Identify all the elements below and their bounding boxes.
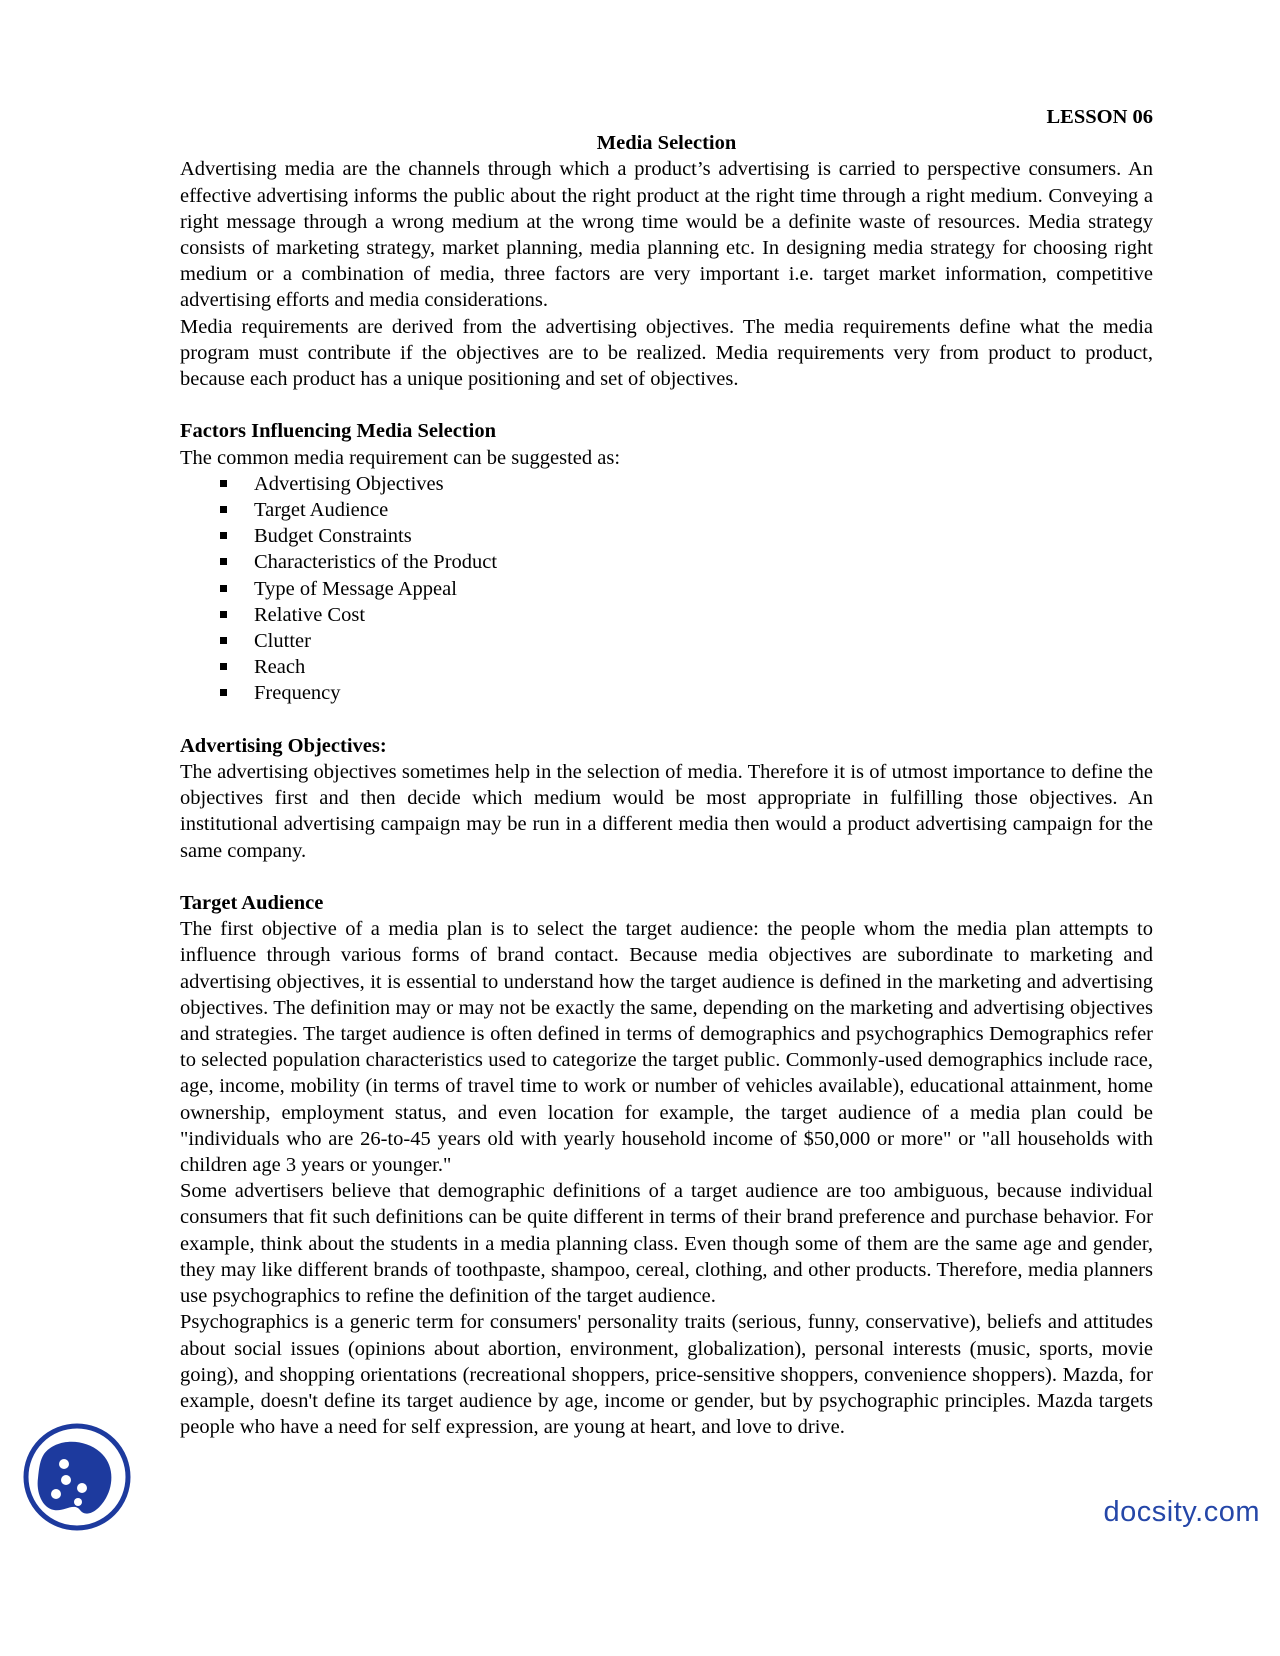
bullet-icon: [220, 689, 227, 696]
factors-lead: The common media requirement can be suggested as:: [180, 446, 621, 469]
bullet-icon: [220, 585, 227, 592]
intro-paragraph-2: Media requirements are derived from the advertising objectives. The media requirements define what the media program must contribute if the objectives are to be realized. Media requirements very from product to product, because each product has a unique positioning and set of objectives.: [180, 315, 1153, 391]
list-item: Reach: [220, 654, 1153, 680]
bullet-icon: [220, 532, 227, 539]
audience-paragraph-3: Psychographics is a generic term for consumers' personality traits (serious, funny, conservative), beliefs and attitudes about social issues (opinions about abortion, environment, globalization), personal interests (music, sports, movie going), and shopping orientations (recreational shoppers, price-sensitive shoppers, convenience shoppers). Mazda, for example, doesn't define its target audience by age, income or gender, but by psychographic principles. Mazda targets people who have a need for self expression, are young at heart, and love to drive.: [180, 1311, 1153, 1439]
list-item: Target Audience: [220, 497, 1153, 523]
objectives-paragraph: The advertising objectives sometimes help in the selection of media. Therefore it is of utmost importance to define the objectives first and then decide which medium would be most appropriate in fulfilling those objectives. An institutional advertising campaign may be run in a different media then would a product advertising campaign for the same company.: [180, 761, 1153, 862]
list-item: Advertising Objectives: [220, 471, 1153, 497]
document-page: [180, 104, 1153, 1440]
list-item: Clutter: [220, 628, 1153, 654]
bullet-icon: [220, 480, 227, 487]
objectives-heading: Advertising Objectives:: [180, 734, 387, 757]
list-item: Budget Constraints: [220, 523, 1153, 549]
bullet-icon: [220, 506, 227, 513]
bullet-icon: [220, 558, 227, 565]
bullet-icon: [220, 637, 227, 644]
audience-paragraph-1: The first objective of a media plan is to select the target audience: the people whom the media plan attempts to influence through various forms of brand contact. Because media objectives are subordinate to marketing and advertising objectives, it is essential to understand how the target audience is defined in the marketing and advertising objectives. The definition may or may not be exactly the same, depending on the marketing and advertising objectives and strategies. The target audience is often defined in terms of demographics and psychographics Demographics refer to selected population characteristics used to categorize the target public. Commonly-used demographics include race, age, income, mobility (in terms of travel time to work or number of vehicles available), educational attainment, home ownership, employment status, and even location for example, the target audience of a media plan could be "individuals who are 26-to-45 years old with yearly household income of $50,000 or more" or "all households with children age 3 years or younger.": [180, 918, 1153, 1177]
docsity-brand-link[interactable]: docsity.com: [1103, 1496, 1260, 1528]
list-item: Type of Message Appeal: [220, 576, 1153, 602]
bullet-icon: [220, 663, 227, 670]
factors-list: [180, 471, 1153, 707]
intro-paragraph-1: Advertising media are the channels through which a product’s advertising is carried to perspective consumers. An effective advertising informs the public about the right product at the right time through a right medium. Conveying a right message through a wrong medium at the wrong time would be a definite waste of resources. Media strategy consists of marketing strategy, market planning, media planning etc. In designing media strategy for choosing right medium or a combination of media, three factors are very important i.e. target market information, competitive advertising efforts and media considerations.: [180, 158, 1153, 312]
audience-heading: Target Audience: [180, 892, 324, 915]
list-item: Frequency: [220, 680, 1153, 706]
list-item: Characteristics of the Product: [220, 549, 1153, 575]
docsity-logo-icon[interactable]: [22, 1422, 132, 1532]
audience-paragraph-2: Some advertisers believe that demographic definitions of a target audience are too ambiguous, because individual consumers that fit such definitions can be quite different in terms of their brand preference and purchase behavior. For example, think about the students in a media planning class. Even though some of them are the same age and gender, they may like different brands of toothpaste, shampoo, cereal, clothing, and other products. Therefore, media planners use psychographics to refine the definition of the target audience.: [180, 1180, 1153, 1308]
list-item: Relative Cost: [220, 602, 1153, 628]
lesson-number: LESSON 06: [1046, 106, 1153, 128]
bullet-icon: [220, 611, 227, 618]
factors-heading: Factors Influencing Media Selection: [180, 420, 497, 443]
page-title: Media Selection: [596, 132, 737, 155]
